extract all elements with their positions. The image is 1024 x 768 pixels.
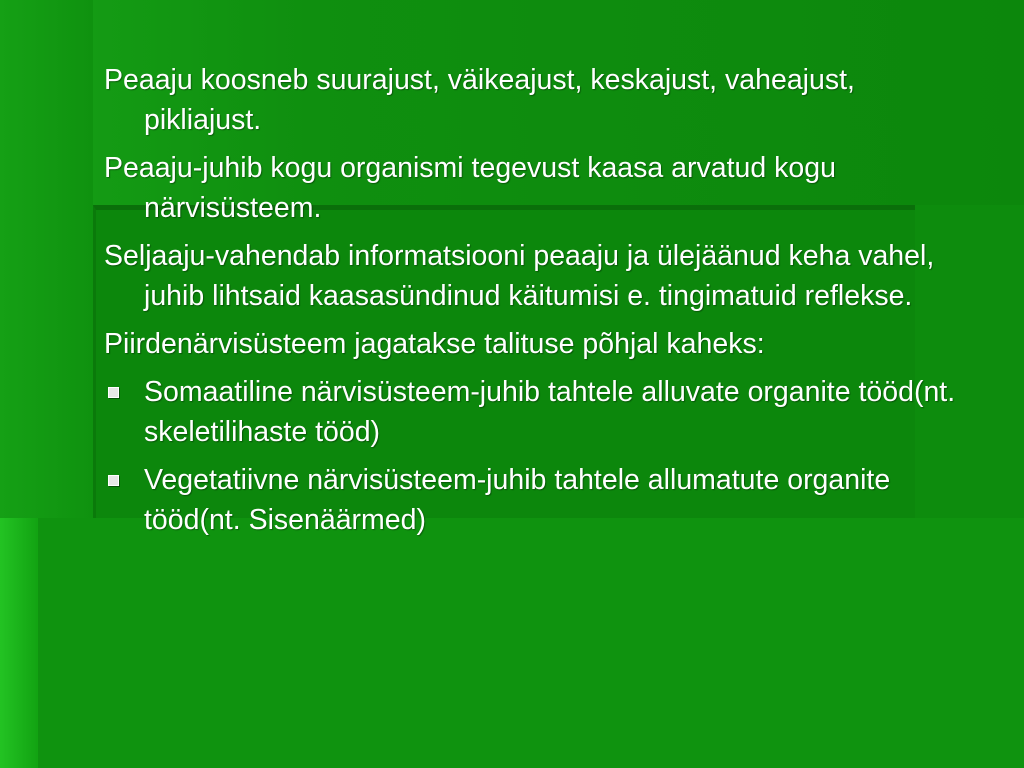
paragraph-peripheral-system: Piirdenärvisüsteem jagatakse talituse põhjal kaheks: xyxy=(104,328,765,360)
bullet-item-somatic xyxy=(104,372,964,452)
slide-body xyxy=(104,60,964,548)
paragraph-spinal-cord: Seljaaju-vahendab informatsiooni peaaju ja ülejäänud keha vahel, juhib lihtsaid kaasasündinud käitumisi e. tingimatuid reflekse. xyxy=(104,240,935,312)
bullet-text-somatic: Somaatiline närvisüsteem-juhib tahtele alluvate organite tööd(nt. skeletilihaste tööd) xyxy=(144,376,956,448)
background-strip-left xyxy=(0,0,93,518)
background-band-bottom xyxy=(38,518,1024,768)
paragraph-brain-function: Peaaju-juhib kogu organismi tegevust kaasa arvatud kogu närvisüsteem. xyxy=(104,152,836,224)
paragraph-brain-parts: Peaaju koosneb suurajust, väikeajust, keskajust, vaheajust, pikliajust. xyxy=(104,64,855,136)
square-bullet-icon xyxy=(108,475,119,486)
bullet-text-vegetative: Vegetatiivne närvisüsteem-juhib tahtele allumatute organite tööd(nt. Sisenäärmed) xyxy=(144,464,891,536)
background-block-left xyxy=(0,518,38,768)
square-bullet-icon xyxy=(108,387,119,398)
bullet-item-vegetative xyxy=(104,460,964,540)
